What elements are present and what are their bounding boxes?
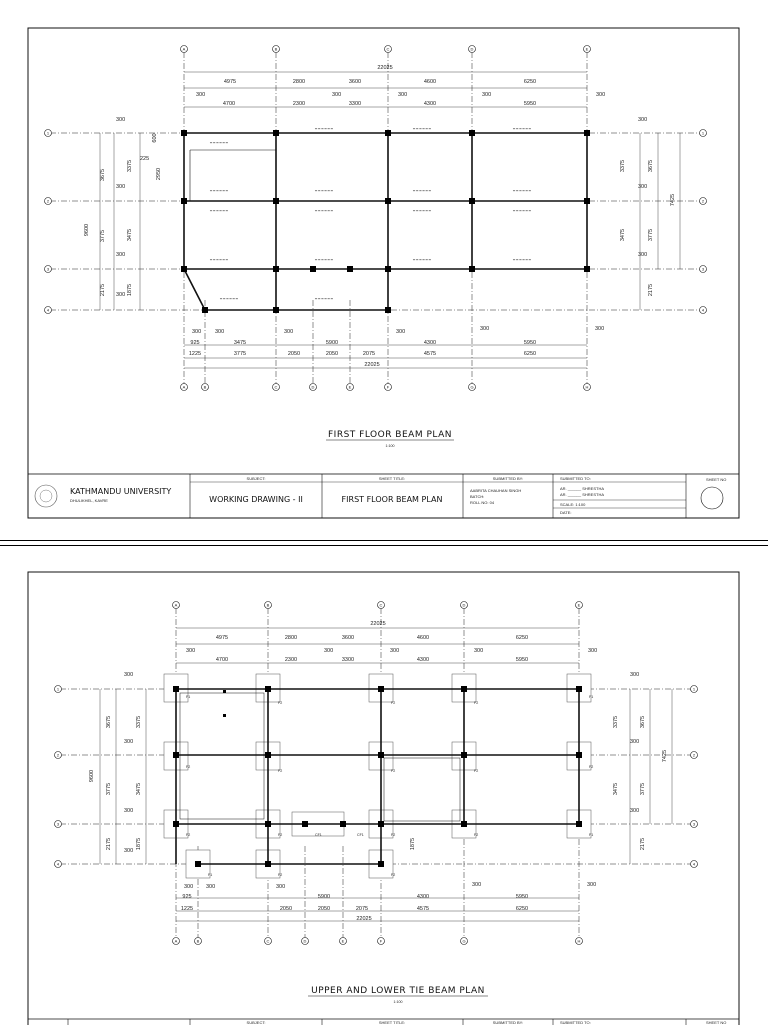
wall-dim: 300	[124, 808, 134, 814]
wall-dim: 300	[630, 672, 640, 678]
submitted-to-line: AR. ______ SHRESTHA	[560, 486, 605, 491]
subject-value: WORKING DRAWING - II	[209, 495, 303, 504]
footing-label: CF1	[357, 833, 364, 837]
grid-label: D	[470, 46, 474, 52]
left-dim: 3675	[106, 715, 112, 729]
bottom-dim: 4575	[423, 351, 437, 357]
top-inner-dim: 5950	[523, 101, 537, 107]
sheet-no-label: SHEET NO	[706, 477, 727, 482]
wall-dim: 300	[480, 326, 490, 332]
right-dim: 3475	[620, 228, 626, 242]
grid-label: 3	[46, 266, 50, 272]
sheet-frame	[28, 572, 739, 1025]
grid-label: 2	[56, 752, 60, 758]
wall-dim: 300	[196, 92, 206, 98]
bottom-dim: 1225	[188, 351, 202, 357]
left-inner-dim: 3475	[136, 782, 142, 796]
grid-label: 4	[701, 307, 705, 313]
grid-bubbles	[45, 46, 707, 391]
wall-dim: 300	[390, 648, 400, 654]
right-dim: 3375	[620, 159, 626, 173]
right-dim: 3375	[613, 715, 619, 729]
svg-text:━ ━ ━ ━ ━ ━: ━ ━ ━ ━ ━ ━	[413, 189, 431, 193]
bottom-dim: 2050	[287, 351, 301, 357]
grid-label: 1	[56, 686, 60, 692]
submitted-to-label: SUBMITTED TO:	[560, 1020, 591, 1025]
top-inner-dim: 3300	[348, 101, 362, 107]
wall-dim: 300	[638, 252, 648, 258]
footing-label: F2	[278, 833, 283, 837]
footing-label: F2	[186, 765, 191, 769]
tie-beam-drawing	[0, 546, 768, 1025]
grid-label: A	[182, 384, 186, 390]
left-inner-dim: 1875	[127, 283, 133, 297]
footing-label: F2	[391, 769, 396, 773]
left-dim: 3675	[100, 168, 106, 182]
grid-label: E	[585, 46, 589, 52]
left-dim: 2175	[100, 283, 106, 297]
grid-label: 3	[701, 266, 705, 272]
grid-label: 2	[701, 198, 705, 204]
footing-label: F2	[186, 833, 191, 837]
grid-label: 3	[692, 821, 696, 827]
left-total-dim: 9600	[84, 223, 90, 237]
top-inner-dim: 4700	[215, 657, 229, 663]
left-dim: 2175	[106, 837, 112, 851]
right-total-dim: 7425	[662, 749, 668, 763]
sheet-tie-beam-plan	[0, 545, 768, 1025]
left-total-dim: 9600	[89, 769, 95, 783]
bottom-total-dim: 22025	[356, 916, 372, 922]
right-outer-dim: 3675	[648, 159, 654, 173]
svg-text:━ ━ ━ ━ ━ ━: ━ ━ ━ ━ ━ ━	[513, 258, 531, 262]
title-block-partial	[28, 1019, 739, 1025]
sheet-no-circle	[701, 487, 723, 509]
university-seal	[35, 485, 57, 507]
svg-text:━ ━ ━ ━ ━ ━: ━ ━ ━ ━ ━ ━	[220, 297, 238, 301]
submitted-by-label: SUBMITTED BY:	[492, 1020, 524, 1025]
footing-label: F2	[474, 769, 479, 773]
wall-dim: 300	[396, 329, 406, 335]
grid-label: G	[462, 938, 466, 944]
grid-label: 4	[692, 861, 696, 867]
grid-label: H	[585, 384, 589, 390]
left-inner-dim: 3375	[127, 159, 133, 173]
wall-dim: 300	[332, 92, 342, 98]
right-outer-dim: 3775	[648, 228, 654, 242]
top-inner-dim: 2300	[292, 101, 306, 107]
footing-label: F1	[589, 695, 594, 699]
sheet-title-value: FIRST FLOOR BEAM PLAN	[341, 495, 443, 504]
wall-dim: 300	[124, 672, 134, 678]
wall-dim: 300	[276, 884, 286, 890]
bottom-dim: 925	[182, 894, 192, 900]
top-inner-dim: 4300	[416, 657, 430, 663]
university-name: KATHMANDU UNIVERSITY	[70, 487, 172, 496]
bottom-dim: 6250	[515, 906, 529, 912]
footing-label: F1	[589, 833, 594, 837]
subject-label: SUBJECT:	[246, 476, 266, 481]
wall-dim: 300	[215, 329, 225, 335]
top-dim: 4600	[416, 635, 430, 641]
footing-label: F2	[278, 701, 283, 705]
grid-label: B	[196, 938, 200, 944]
top-inner-dim: 2300	[284, 657, 298, 663]
top-total-dim: 22025	[370, 621, 386, 627]
bottom-dim: 3475	[233, 340, 247, 346]
footings	[164, 674, 594, 878]
wall-dim: 300	[474, 648, 484, 654]
grid-label: D	[303, 938, 307, 944]
bottom-dim: 2050	[317, 906, 331, 912]
wall-dim: 300	[398, 92, 408, 98]
bottom-dim: 5900	[325, 340, 339, 346]
grid-label: C	[379, 602, 383, 608]
grid-lines	[50, 52, 702, 385]
columns	[181, 130, 590, 313]
misc-dim: 2950	[156, 167, 162, 181]
bottom-dim: 2050	[279, 906, 293, 912]
misc-dim: 225	[140, 156, 150, 162]
top-dim: 3600	[348, 79, 362, 85]
bottom-dim: 5900	[317, 894, 331, 900]
top-dim: 2800	[292, 79, 306, 85]
wall-dim: 300	[630, 739, 640, 745]
wall-dim: 300	[192, 329, 202, 335]
svg-text:━ ━ ━ ━ ━ ━: ━ ━ ━ ━ ━ ━	[315, 209, 333, 213]
svg-text:━ ━ ━ ━ ━ ━: ━ ━ ━ ━ ━ ━	[513, 189, 531, 193]
inner-dim: 1875	[410, 837, 416, 851]
bottom-dim: 2050	[325, 351, 339, 357]
sheet-no-label: SHEET NO	[706, 1020, 727, 1025]
svg-text:━ ━ ━ ━ ━ ━: ━ ━ ━ ━ ━ ━	[513, 209, 531, 213]
left-inner-dim: 3475	[127, 228, 133, 242]
bottom-dim: 925	[190, 340, 200, 346]
wall-dim: 300	[124, 848, 134, 854]
drawing-title: UPPER AND LOWER TIE BEAM PLAN	[311, 986, 485, 996]
right-outer-dim: 3775	[640, 782, 646, 796]
wall-dim: 300	[124, 739, 134, 745]
submitted-to-label: SUBMITTED TO:	[560, 476, 591, 481]
wall-dim: 300	[638, 184, 648, 190]
drawing-scale: 1:100	[393, 1000, 403, 1004]
top-dim: 6250	[515, 635, 529, 641]
grid-label: B	[274, 46, 278, 52]
grid-label: F	[386, 384, 390, 390]
svg-text:━ ━ ━ ━ ━ ━: ━ ━ ━ ━ ━ ━	[413, 209, 431, 213]
title-block	[28, 474, 739, 518]
right-dim: 2175	[648, 283, 654, 297]
sheet-title-label: SHEET TITLE:	[378, 1020, 406, 1025]
submitted-by-label: SUBMITTED BY:	[492, 476, 524, 481]
wall-dim: 300	[588, 648, 598, 654]
wall-dim: 300	[116, 184, 126, 190]
top-dim: 2800	[284, 635, 298, 641]
right-outer-dim: 3675	[640, 715, 646, 729]
bottom-dim: 4575	[416, 906, 430, 912]
left-dim: 3775	[100, 229, 106, 243]
bottom-dim: 5950	[523, 340, 537, 346]
bottom-dim: 4300	[416, 894, 430, 900]
left-inner-dim: 1875	[136, 837, 142, 851]
grid-label: A	[174, 938, 178, 944]
grid-label: 2	[692, 752, 696, 758]
footing-label: F2	[474, 833, 479, 837]
bottom-total-dim: 22025	[364, 362, 380, 368]
top-dim: 4600	[423, 79, 437, 85]
grid-label: 1	[701, 130, 705, 136]
wall-dim: 300	[116, 292, 126, 298]
beams	[184, 133, 587, 310]
wall-dim: 300	[472, 882, 482, 888]
grid-label: B	[266, 602, 270, 608]
grid-label: E	[577, 602, 581, 608]
footing-label: F2	[391, 873, 396, 877]
bottom-dim: 5950	[515, 894, 529, 900]
footing-label: F2	[391, 701, 396, 705]
grid-label: C	[274, 384, 278, 390]
top-dim: 4975	[223, 79, 237, 85]
footing-label: F2	[391, 833, 396, 837]
wall-dim: 300	[184, 884, 194, 890]
footing-label: F2	[589, 765, 594, 769]
right-total-dim: 7425	[670, 193, 676, 207]
grid-label: C	[386, 46, 390, 52]
grid-label: H	[577, 938, 581, 944]
bottom-dim: 6250	[523, 351, 537, 357]
wall-dim: 300	[630, 808, 640, 814]
bottom-dim: 1225	[180, 906, 194, 912]
top-inner-dim: 3300	[341, 657, 355, 663]
grid-label: 4	[56, 861, 60, 867]
wall-dim: 300	[284, 329, 294, 335]
top-dim: 6250	[523, 79, 537, 85]
grid-label: 2	[46, 198, 50, 204]
grid-label: B	[203, 384, 207, 390]
grid-label: E	[348, 384, 352, 390]
top-total-dim: 22025	[377, 65, 393, 71]
grid-label: A	[174, 602, 178, 608]
grid-label: 3	[56, 821, 60, 827]
footing-label: F1	[186, 695, 191, 699]
wall-dim: 300	[595, 326, 605, 332]
sheet-frame	[28, 28, 739, 518]
left-inner-dim: 3375	[136, 715, 142, 729]
wall-dim: 300	[324, 648, 334, 654]
top-inner-dim: 4700	[222, 101, 236, 107]
grid-label: 1	[46, 130, 50, 136]
svg-text:━ ━ ━ ━ ━ ━: ━ ━ ━ ━ ━ ━	[210, 141, 228, 145]
grid-label: D	[311, 384, 315, 390]
bottom-dim: 4300	[423, 340, 437, 346]
submitted-by-line: AABRITA CHAUHAN SINGH	[470, 488, 522, 493]
footing-label: CF1	[315, 833, 322, 837]
right-dim: 3475	[613, 782, 619, 796]
top-inner-dim: 5950	[515, 657, 529, 663]
wall-dim: 300	[482, 92, 492, 98]
grid-label: C	[266, 938, 270, 944]
svg-text:━ ━ ━ ━ ━ ━: ━ ━ ━ ━ ━ ━	[413, 127, 431, 131]
right-dim: 2175	[640, 837, 646, 851]
scale-label: SCALE: 1:100	[560, 502, 586, 507]
svg-text:━ ━ ━ ━ ━ ━: ━ ━ ━ ━ ━ ━	[315, 189, 333, 193]
svg-text:━ ━ ━ ━ ━ ━: ━ ━ ━ ━ ━ ━	[315, 297, 333, 301]
bottom-dim: 2075	[362, 351, 376, 357]
left-dim: 3775	[106, 782, 112, 796]
svg-text:━ ━ ━ ━ ━ ━: ━ ━ ━ ━ ━ ━	[210, 209, 228, 213]
grid-label: G	[470, 384, 474, 390]
wall-dim: 300	[206, 884, 216, 890]
top-dim: 3600	[341, 635, 355, 641]
svg-text:━ ━ ━ ━ ━ ━: ━ ━ ━ ━ ━ ━	[513, 127, 531, 131]
svg-text:━ ━ ━ ━ ━ ━: ━ ━ ━ ━ ━ ━	[413, 258, 431, 262]
wall-dim: 300	[638, 117, 648, 123]
top-inner-dim: 4300	[423, 101, 437, 107]
sheet-title-label: SHEET TITLE:	[378, 476, 406, 481]
top-dim: 4975	[215, 635, 229, 641]
drawing-title: FIRST FLOOR BEAM PLAN	[328, 430, 452, 440]
wall-dim: 300	[186, 648, 196, 654]
subject-label: SUBJECT:	[246, 1020, 266, 1025]
wall-dim: 300	[116, 117, 126, 123]
grid-label: 1	[692, 686, 696, 692]
date-label: DATE:	[560, 510, 572, 515]
grid-label: D	[462, 602, 466, 608]
grid-label: F	[379, 938, 383, 944]
footing-label: F2	[474, 701, 479, 705]
wall-dim: 300	[587, 882, 597, 888]
footing-label: F2	[278, 769, 283, 773]
wall-dim: 300	[596, 92, 606, 98]
wall-dim: 300	[116, 252, 126, 258]
misc-dim: 600	[152, 133, 158, 143]
grid-label: 4	[46, 307, 50, 313]
submitted-by-line: ROLL NO: 04	[470, 500, 495, 505]
bottom-dim: 2075	[355, 906, 369, 912]
bottom-dim: 3775	[233, 351, 247, 357]
grid-label: A	[182, 46, 186, 52]
beam-labels	[209, 127, 532, 301]
grid-label: E	[341, 938, 345, 944]
svg-text:━ ━ ━ ━ ━ ━: ━ ━ ━ ━ ━ ━	[315, 127, 333, 131]
svg-text:━ ━ ━ ━ ━ ━: ━ ━ ━ ━ ━ ━	[210, 189, 228, 193]
footing-label: F2	[278, 873, 283, 877]
svg-text:━ ━ ━ ━ ━ ━: ━ ━ ━ ━ ━ ━	[315, 258, 333, 262]
drawing-scale: 1:100	[385, 444, 395, 448]
university-sub: DHULIKHEL, KAVRE	[70, 498, 108, 503]
svg-text:━ ━ ━ ━ ━ ━: ━ ━ ━ ━ ━ ━	[210, 258, 228, 262]
submitted-by-line: BATCH:	[470, 494, 485, 499]
submitted-to-line: AR. ______ SHRESTHA	[560, 492, 605, 497]
footing-label: F1	[208, 873, 213, 877]
